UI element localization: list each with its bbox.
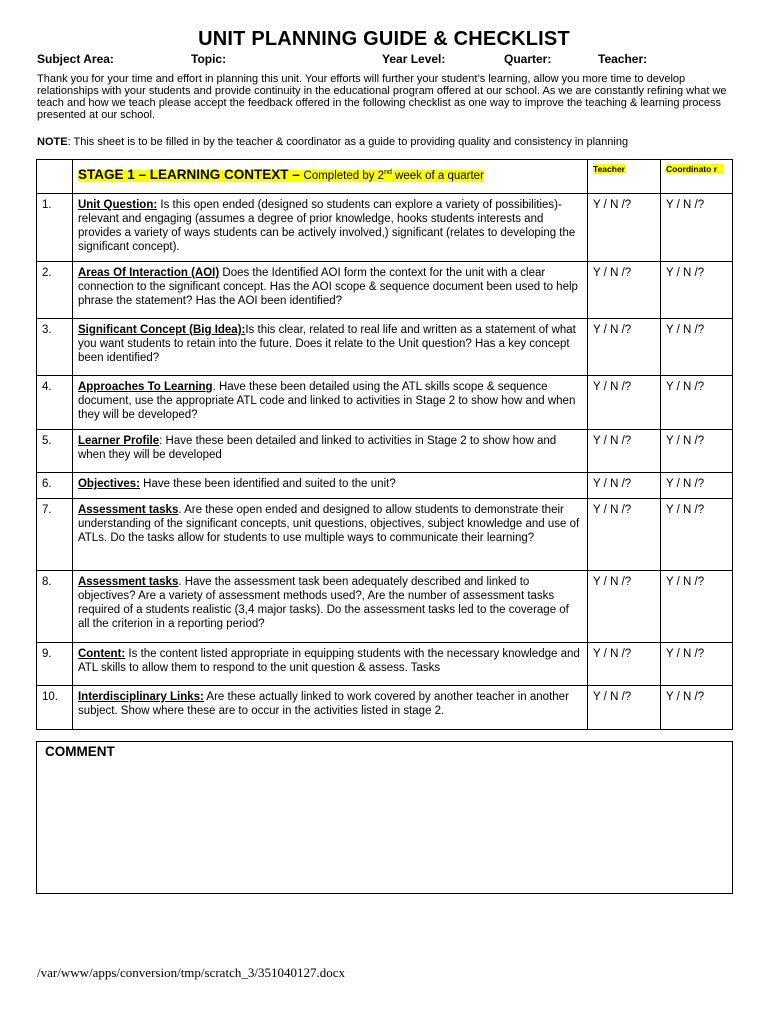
coordinator-response[interactable]: Y / N /? [661, 319, 733, 376]
row-question [72, 430, 587, 473]
checklist-row [37, 473, 733, 499]
comment-label: COMMENT [45, 744, 115, 759]
checklist-row [37, 262, 733, 319]
row-question-label: Assessment tasks [77, 576, 179, 588]
row-question-text: Is this open ended (designed so students can explore a variety of possibilities)- relevant and engaging (assumes a degree of prior knowledge, hooks students interests and provides a variety of ways students can be actively involved,) significant (relates to developing the significant concept). [77, 199, 576, 253]
coordinator-response[interactable]: Y / N /? [661, 571, 733, 643]
row-number: 6. [37, 473, 73, 499]
row-question [72, 571, 587, 643]
stage-header-row [37, 160, 733, 194]
row-question-text: Are these actually linked to work covered by another teacher in another subject. Show where these are to occur in the activities listed in stage 2. [77, 691, 569, 717]
row-question-label: Approaches To Learning [77, 381, 213, 393]
row-question-label: Areas Of Interaction (AOI) [77, 267, 220, 279]
stage-highlight [77, 166, 484, 182]
row-number: 8. [37, 571, 73, 643]
row-question [72, 262, 587, 319]
teacher-response[interactable]: Y / N /? [588, 430, 661, 473]
coordinator-response[interactable]: Y / N /? [661, 499, 733, 571]
row-number: 4. [37, 376, 73, 430]
stage-header-title-cell [72, 160, 587, 194]
row-question-text: : Have these been detailed and linked to activities in Stage 2 to show how and when they will be developed [77, 435, 557, 461]
subject-area-label: Subject Area: [37, 52, 114, 66]
row-number: 7. [37, 499, 73, 571]
stage-subtitle-after: week of a quarter [391, 169, 484, 182]
row-number: 9. [37, 643, 73, 686]
stage-subtitle-before: Completed by 2 [303, 169, 385, 182]
teacher-response[interactable]: Y / N /? [588, 473, 661, 499]
coordinator-column-header [661, 160, 733, 194]
teacher-label: Teacher: [598, 52, 648, 66]
coordinator-response[interactable]: Y / N /? [661, 376, 733, 430]
checklist-row [37, 571, 733, 643]
teacher-response[interactable]: Y / N /? [588, 643, 661, 686]
topic-label: Topic: [191, 52, 227, 66]
note-text: : This sheet is to be filled in by the teacher & coordinator as a guide to providing quality and consistency in planning [67, 136, 629, 148]
checklist-row [37, 643, 733, 686]
row-question [72, 194, 587, 262]
row-question [72, 686, 587, 730]
row-number: 2. [37, 262, 73, 319]
checklist-row [37, 376, 733, 430]
row-number: 1. [37, 194, 73, 262]
row-question-text: . Are these open ended and designed to allow students to demonstrate their understanding of the significant concepts, unit questions, objectives, subject knowledge and use of ATLs. Do the tasks allow for students to use multiple ways to communicate their learning? [77, 504, 580, 544]
coordinator-column-label: Coordinato r [666, 164, 724, 174]
quarter-label: Quarter: [504, 52, 552, 66]
checklist-row [37, 430, 733, 473]
row-question [72, 643, 587, 686]
teacher-response[interactable]: Y / N /? [588, 571, 661, 643]
row-question-text: . Have the assessment task been adequately described and linked to objectives? Are a variety of assessment methods used?, Are the number of assessment tasks required of a students realistic (3,4 major tasks). Do the assessment tasks led to the coverage of all the criterion in a reporting period? [77, 576, 569, 630]
footer-file-path: /var/www/apps/conversion/tmp/scratch_3/351040127.docx [37, 965, 345, 980]
year-level-label: Year Level: [382, 52, 446, 66]
row-question-label: Significant Concept (Big Idea): [77, 324, 246, 336]
checklist-row [37, 686, 733, 730]
checklist-row [37, 194, 733, 262]
row-question-label: Content: [77, 648, 126, 660]
note-label: NOTE [37, 136, 68, 148]
coordinator-response[interactable]: Y / N /? [661, 473, 733, 499]
coordinator-response[interactable]: Y / N /? [661, 643, 733, 686]
row-question-text: Is the content listed appropriate in equipping students with the necessary knowledge and ATL skills to allow them to respond to the unit question & assess. Tasks [77, 648, 580, 674]
row-question-text: Is this clear, related to real life and written as a statement of what you want students to retain into the future. Does it relate to the Unit question? Has a key concept been identified? [77, 324, 576, 364]
stage-subtitle [304, 170, 484, 182]
row-question-text: Have these been identified and suited to the unit? [139, 478, 396, 490]
intro-paragraph: Thank you for your time and effort in planning this unit. Your efforts will further your student’s learning, allow you more time to develop relationships with your students and provide continuity in the educational program offered at our school. As we are constantly refining what we teach and how we teach please accept the feedback offered in the following checklist as one way to improve the teaching & learning process presented at our school. [37, 73, 727, 121]
teacher-response[interactable]: Y / N /? [588, 319, 661, 376]
row-question-text: Does the Identified AOI form the context for the unit with a clear connection to the significant concept. Has the AOI scope & sequence document been used to help phrase the statement? Has the AOI been identified? [77, 267, 578, 307]
row-question-label: Interdisciplinary Links: [77, 691, 204, 703]
stage-subtitle-sup: nd [384, 169, 392, 176]
teacher-response[interactable]: Y / N /? [588, 376, 661, 430]
row-question-label: Assessment tasks [77, 504, 179, 516]
row-question [72, 499, 587, 571]
teacher-response[interactable]: Y / N /? [588, 262, 661, 319]
row-question-text: . Have these been detailed using the ATL skills scope & sequence document, use the appropriate ATL code and linked to activities in Stage 2 to show how and when they will be developed? [77, 381, 576, 421]
stage-title: STAGE 1 – LEARNING CONTEXT – [77, 166, 304, 182]
row-question-label: Learner Profile [77, 435, 160, 447]
row-number: 5. [37, 430, 73, 473]
checklist-row [37, 499, 733, 571]
checklist-table [36, 159, 733, 730]
coordinator-response[interactable]: Y / N /? [661, 686, 733, 730]
coordinator-response[interactable]: Y / N /? [661, 430, 733, 473]
row-question-label: Unit Question: [77, 199, 158, 211]
row-question [72, 473, 587, 499]
stage-header-blank [37, 160, 73, 194]
document-title: UNIT PLANNING GUIDE & CHECKLIST [198, 28, 570, 50]
row-number: 10. [37, 686, 73, 730]
checklist-row [37, 319, 733, 376]
teacher-column-header [588, 160, 661, 194]
teacher-response[interactable]: Y / N /? [588, 194, 661, 262]
coordinator-response[interactable]: Y / N /? [661, 262, 733, 319]
row-number: 3. [37, 319, 73, 376]
row-question-label: Objectives: [77, 478, 140, 490]
teacher-response[interactable]: Y / N /? [588, 499, 661, 571]
coordinator-response[interactable]: Y / N /? [661, 194, 733, 262]
row-question [72, 319, 587, 376]
teacher-column-label: Teacher [593, 164, 625, 174]
row-question [72, 376, 587, 430]
note-paragraph [37, 136, 737, 148]
teacher-response[interactable]: Y / N /? [588, 686, 661, 730]
comment-box[interactable] [36, 741, 733, 894]
